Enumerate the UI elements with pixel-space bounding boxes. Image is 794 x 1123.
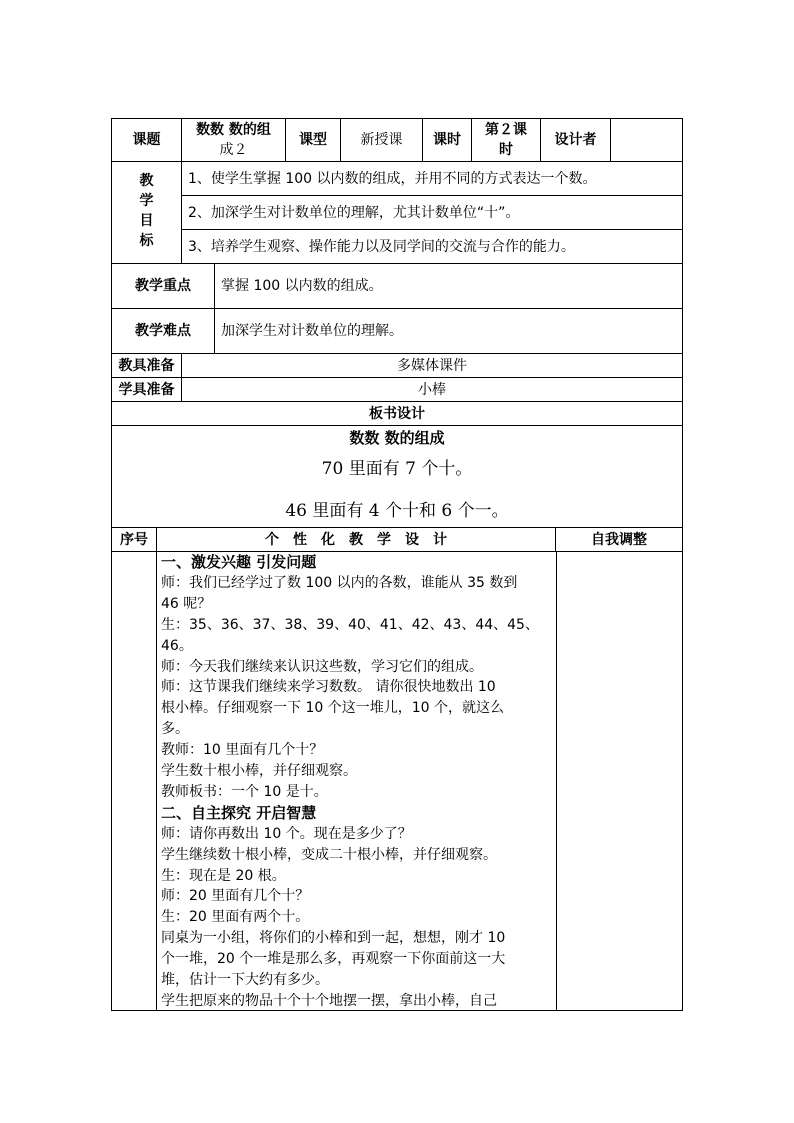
- adjust-header: 自我调整: [591, 532, 647, 548]
- designer-label-cell: [540, 118, 611, 162]
- teacher-tools-label: 教具准备: [118, 358, 175, 374]
- content-line: 师：今天我们继续来认识这些数，学习它们的组成。: [161, 658, 483, 675]
- board-design-cell: [111, 425, 683, 528]
- key-point-label-cell: [111, 263, 215, 309]
- content-line: 生：35、36、37、38、39、40、41、42、43、44、45、: [161, 616, 539, 633]
- lesson-content: [111, 551, 557, 1011]
- designer-label: 设计者: [554, 132, 597, 148]
- content-line: 学生继续数十根小棒，变成二十根小棒，并仔细观察。: [161, 846, 497, 863]
- seq-header: 序号: [120, 532, 148, 548]
- section-heading: 一、激发兴趣 引发问题: [161, 553, 317, 571]
- board-line: 70 里面有 7 个十。: [321, 459, 473, 479]
- goal-item-cell: [181, 161, 683, 196]
- goal-item-cell: [181, 195, 683, 230]
- content-line: 师：20 里面有几个十？: [161, 888, 310, 905]
- goal-item: 3、培养学生观察、操作能力以及同学间的交流与合作的能力。: [188, 239, 575, 255]
- board-title: 数数 数的组成: [349, 429, 445, 447]
- content-line: 教师板书：一个 10 是十。: [161, 783, 328, 800]
- design-header: 个 性 化 教 学 设 计: [265, 532, 447, 548]
- goals-label-char: 标: [139, 233, 154, 249]
- content-line: 46 呢？: [161, 595, 212, 612]
- content-line: 个一堆，20 个一堆是那么多，再观察一下你面前这一大: [161, 951, 506, 968]
- adjust-header-cell: [555, 527, 683, 552]
- content-line: 多。: [161, 721, 189, 738]
- type-label: 课型: [299, 132, 327, 148]
- goals-label-char: 教: [139, 173, 154, 189]
- teacher-tools-value: 多媒体课件: [397, 358, 467, 374]
- content-line: 46。: [161, 637, 193, 654]
- difficulty-text-cell: [214, 308, 683, 354]
- content-line: 堆，估计一下大约有多少。: [161, 972, 329, 988]
- difficulty-text: 加深学生对计数单位的理解。: [221, 323, 403, 339]
- content-line: 师：我们已经学过了数 100 以内的各数，谁能从 35 数到: [161, 574, 518, 591]
- designer-value-cell: [610, 118, 683, 162]
- board-line: 46 里面有 4 个十和 6 个一。: [285, 501, 509, 521]
- goals-label-char: 目: [139, 213, 154, 229]
- topic-value-cell: [181, 118, 286, 162]
- key-point-text: 掌握 100 以内数的组成。: [221, 278, 383, 294]
- period-label: 课时: [433, 132, 461, 148]
- topic-label: 课题: [132, 132, 161, 148]
- goal-item: 1、使学生掌握 100 以内数的组成，并用不同的方式表达一个数。: [188, 171, 597, 187]
- board-heading-cell: [111, 401, 683, 426]
- content-line: 学生把原来的物品十个十个地摆一摆，拿出小棒，自己: [161, 992, 497, 1009]
- student-tools-value-cell: [181, 377, 683, 402]
- student-tools-label-cell: [111, 377, 182, 402]
- difficulty-label: 教学难点: [135, 323, 191, 339]
- lesson-plan-table: [111, 118, 683, 1011]
- content-line: 教师：10 里面有几个十？: [161, 742, 324, 759]
- goals-label-cell: [111, 161, 182, 264]
- design-header-cell: [156, 527, 556, 552]
- type-value-cell: [340, 118, 423, 162]
- section-heading: 二、自主探究 开启智慧: [161, 803, 317, 822]
- adjust-cell: [556, 551, 683, 1011]
- content-line: 师：请你再数出 10 个。现在是多少了？: [161, 825, 412, 842]
- student-tools-label: 学具准备: [118, 382, 175, 398]
- topic-label-cell: [111, 118, 182, 162]
- teacher-tools-value-cell: [181, 353, 683, 378]
- content-line: 根小棒。仔细观察一下 10 个这一堆儿，10 个，就这么: [161, 700, 504, 717]
- key-point-label: 教学重点: [135, 278, 191, 294]
- content-line: 生：现在是 20 根。: [161, 867, 286, 884]
- seq-header-cell: [111, 527, 157, 552]
- type-label-cell: [285, 118, 341, 162]
- content-line: 师：这节课我们继续来学习数数。 请你很快地数出 10: [161, 679, 496, 696]
- period-value-line2: 时: [499, 142, 513, 158]
- content-line: 生：20 里面有两个十。: [161, 909, 310, 926]
- teacher-tools-label-cell: [111, 353, 182, 378]
- board-heading: 板书设计: [369, 406, 425, 422]
- period-value-line1: 第２课: [485, 122, 527, 138]
- topic-value-line2: 成２: [219, 142, 248, 158]
- period-value-cell: [471, 118, 541, 162]
- goal-item: 2、加深学生对计数单位的理解，尤其计数单位“十”。: [188, 205, 520, 221]
- difficulty-label-cell: [111, 308, 215, 354]
- key-point-text-cell: [214, 263, 683, 309]
- content-line: 学生数十根小棒，并仔细观察。: [161, 763, 357, 779]
- topic-value-line1: 数数 数的组: [196, 122, 271, 138]
- goal-item-cell: [181, 229, 683, 264]
- content-line: 同桌为一小组，将你们的小棒和到一起，想想，刚才 10: [161, 930, 506, 947]
- period-label-cell: [422, 118, 472, 162]
- goals-label-char: 学: [139, 193, 154, 209]
- student-tools-value: 小棒: [418, 382, 446, 398]
- type-value: 新授课: [360, 132, 403, 148]
